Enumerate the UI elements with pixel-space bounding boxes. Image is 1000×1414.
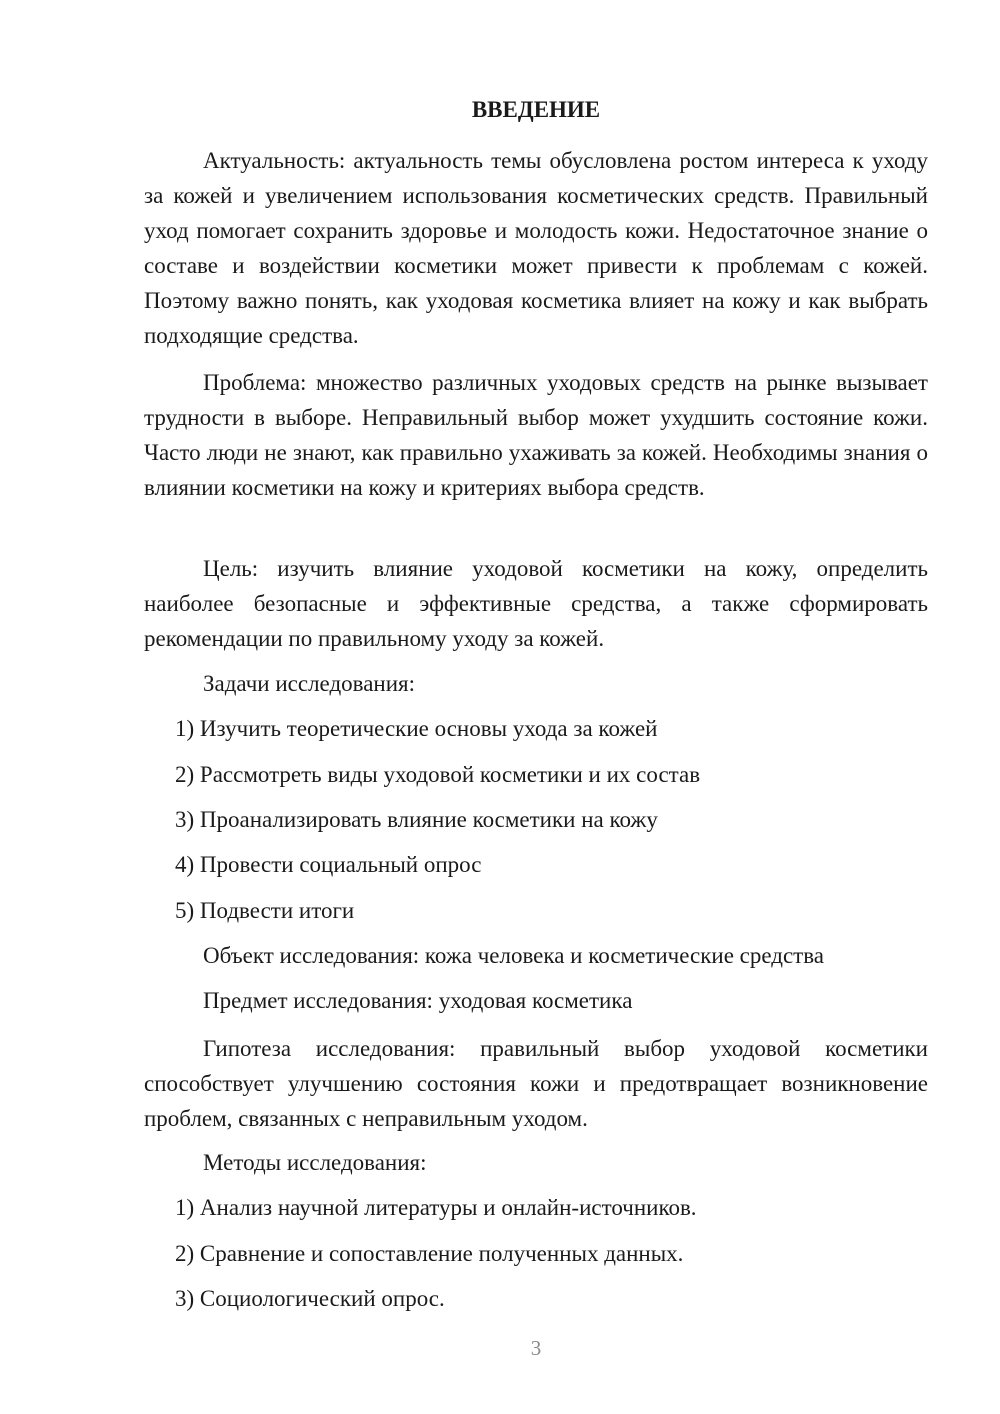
task-item: 4) Провести социальный опрос	[175, 852, 482, 877]
method-item: 2) Сравнение и сопоставление полученных данных.	[175, 1241, 684, 1266]
tasks-title: Задачи исследования:	[203, 671, 416, 696]
relevance-paragraph: Актуальность: актуальность темы обусловлена ростом интереса к уходу за кожей и увеличением использования косметических средств. Правильный уход помогает сохранить здоровье и молодость кожи. Недостаточное знание о составе и воздействии косметики может привести к проблемам с кожей. Поэтому важно понять, как уходовая косметика влияет на кожу и как выбрать подходящие средства.	[144, 148, 928, 348]
task-item: 2) Рассмотреть виды уходовой косметики и их состав	[175, 762, 701, 787]
page-number: 3	[530, 1336, 542, 1360]
task-item: 1) Изучить теоретические основы ухода за кожей	[175, 716, 658, 741]
task-item: 5) Подвести итоги	[175, 898, 355, 923]
problem-paragraph: Проблема: множество различных уходовых средств на рынке вызывает трудности в выборе. Неправильный выбор может ухудшить состояние кожи. Часто люди не знают, как правильно ухаживать за кожей. Необходимы знания о влиянии косметики на кожу и критериях выбора средств.	[144, 370, 928, 500]
research-subject: Предмет исследования: уходовая косметика	[203, 988, 633, 1013]
method-item: 3) Социологический опрос.	[175, 1286, 445, 1311]
goal-paragraph: Цель: изучить влияние уходовой косметики на кожу, определить наиболее безопасные и эффективные средства, а также сформировать рекомендации по правильному уходу за кожей.	[144, 556, 928, 651]
task-item: 3) Проанализировать влияние косметики на кожу	[175, 807, 658, 832]
hypothesis-paragraph: Гипотеза исследования: правильный выбор уходовой косметики способствует улучшению состояния кожи и предотвращает возникновение проблем, связанных с неправильным уходом.	[144, 1036, 928, 1131]
method-item: 1) Анализ научной литературы и онлайн-источников.	[175, 1195, 697, 1220]
research-object: Объект исследования: кожа человека и косметические средства	[203, 943, 824, 968]
methods-title: Методы исследования:	[203, 1150, 427, 1175]
section-heading: ВВЕДЕНИЕ	[471, 97, 601, 122]
